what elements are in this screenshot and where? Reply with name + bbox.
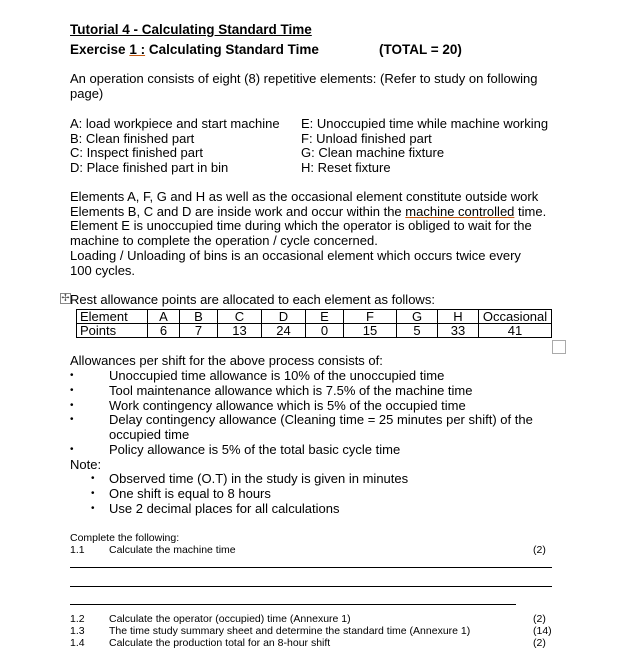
table-move-handle-icon[interactable]: ✢ — [61, 293, 70, 304]
allowances-heading: Allowances per shift for the above process consists of: — [70, 353, 383, 368]
question-text: Calculate the production total for an 8-hour shift — [109, 637, 331, 649]
exercise-name: Calculating Standard Time — [145, 42, 319, 57]
question-marks: (2) — [533, 544, 546, 556]
points-cell: 13 — [218, 324, 262, 338]
note-heading: Note: — [70, 457, 102, 472]
element-d: D: Place finished part in bin — [70, 160, 229, 176]
points-cell: 41 — [479, 324, 552, 338]
element-g: G: Clean machine fixture — [301, 145, 445, 161]
col-header: F — [344, 310, 397, 324]
question-marks: (2) — [533, 613, 546, 625]
questions-heading: Complete the following: — [70, 532, 180, 544]
table-row — [77, 324, 552, 338]
question-number: 1.1 — [70, 544, 85, 556]
col-header: D — [262, 310, 306, 324]
description-line-4: Loading / Unloading of bins is an occasional element which occurs twice every 100 cycles. — [70, 247, 521, 278]
bullet-icon: • — [70, 370, 74, 381]
row-label-points: Points — [77, 324, 148, 338]
bullet-icon: • — [91, 473, 95, 484]
question-text: Calculate the machine time — [109, 544, 236, 556]
question-number: 1.4 — [70, 637, 85, 649]
points-cell: 15 — [344, 324, 397, 338]
col-header: B — [180, 310, 218, 324]
col-header: G — [397, 310, 438, 324]
row-label-element: Element — [77, 310, 148, 324]
question-number: 1.3 — [70, 625, 85, 637]
exercise-number: 1 : — [129, 42, 146, 57]
element-a: A: load workpiece and start machine — [70, 116, 280, 131]
col-header: E — [306, 310, 344, 324]
exercise-title — [70, 42, 319, 58]
description-line-1: Elements A, F, G and H as well as the occasional element constitute outside work — [70, 189, 539, 204]
elements-right-column — [301, 117, 548, 176]
answer-line[interactable] — [70, 604, 516, 605]
table-caption: Rest allowance points are allocated to each element as follows: — [70, 292, 435, 307]
bullet-icon: • — [70, 444, 74, 455]
bullet-icon: • — [70, 385, 74, 396]
question-marks: (14) — [533, 625, 552, 637]
question-text: Calculate the operator (occupied) time (Annexure 1) — [109, 613, 351, 625]
points-cell: 6 — [148, 324, 180, 338]
element-b: B: Clean finished part — [70, 130, 195, 146]
description-line-2: Elements B, C and D are inside work and occur within the machine controlled time. — [70, 203, 547, 219]
element-c: C: Inspect finished part — [70, 145, 203, 161]
col-header: H — [438, 310, 479, 324]
question-marks: (2) — [533, 637, 546, 649]
bullet-icon: • — [91, 503, 95, 514]
table-resize-handle[interactable] — [552, 340, 566, 354]
description — [70, 190, 555, 278]
table-row — [77, 310, 552, 324]
points-cell: 7 — [180, 324, 218, 338]
answer-line[interactable] — [70, 567, 552, 568]
points-cell: 33 — [438, 324, 479, 338]
total-marks: (TOTAL = 20) — [379, 42, 462, 57]
description-line-3: Element E is unoccupied time during which the operator is obliged to wait for the machine to complete the operation / cycle concerned. — [70, 218, 532, 249]
points-cell: 5 — [397, 324, 438, 338]
question-text: The time study summary sheet and determine the standard time (Annexure 1) — [109, 625, 471, 637]
exercise-prefix: Exercise — [70, 42, 130, 57]
rest-allowance-table — [76, 309, 552, 338]
bullet-icon: • — [70, 400, 74, 411]
bullet-icon: • — [91, 488, 95, 499]
points-cell: 0 — [306, 324, 344, 338]
element-f: F: Unload finished part — [301, 130, 432, 146]
bullet-icon: • — [70, 414, 74, 425]
question-number: 1.2 — [70, 613, 85, 625]
answer-line[interactable] — [70, 586, 552, 587]
spellcheck-mark: machine controlled — [405, 203, 515, 219]
col-header: Occasional — [479, 310, 552, 324]
col-header: C — [218, 310, 262, 324]
elements-left-column — [70, 117, 280, 176]
intro-text: An operation consists of eight (8) repetitive elements: (Refer to study on following page) — [70, 71, 538, 101]
element-h: H: Reset fixture — [301, 160, 391, 176]
points-cell: 24 — [262, 324, 306, 338]
tutorial-title: Tutorial 4 - Calculating Standard Time — [70, 22, 312, 37]
col-header: A — [148, 310, 180, 324]
element-e: E: Unoccupied time while machine working — [301, 116, 549, 131]
